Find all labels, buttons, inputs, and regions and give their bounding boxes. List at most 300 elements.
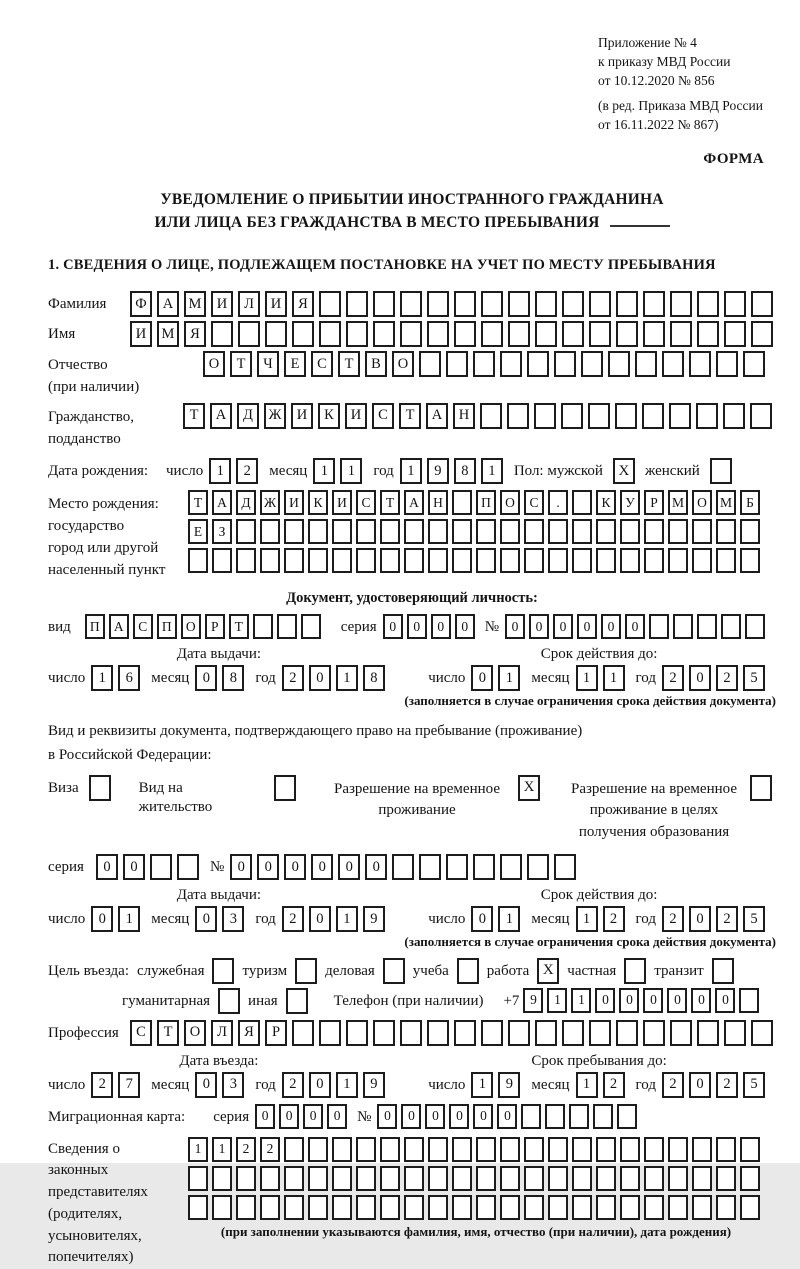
form-cell[interactable]: 2 (236, 1137, 256, 1162)
form-cell[interactable] (452, 490, 472, 515)
form-cell[interactable] (668, 519, 688, 544)
form-cell[interactable]: И (332, 490, 352, 515)
form-cell[interactable] (524, 1166, 544, 1191)
form-cell[interactable] (615, 403, 637, 429)
form-cell[interactable] (596, 1137, 616, 1162)
form-cell[interactable]: 2 (716, 1072, 738, 1098)
form-cell[interactable]: О (184, 1020, 206, 1046)
form-cell[interactable]: 0 (407, 614, 427, 639)
form-cell[interactable] (332, 548, 352, 573)
form-cell[interactable]: С (372, 403, 394, 429)
form-cell[interactable]: 0 (309, 665, 331, 691)
form-cell[interactable] (643, 291, 665, 317)
form-cell[interactable] (562, 1020, 584, 1046)
form-cell[interactable]: 3 (222, 1072, 244, 1098)
form-cell[interactable]: 1 (340, 458, 362, 484)
form-cell[interactable] (507, 403, 529, 429)
form-cell[interactable]: 9 (363, 1072, 385, 1098)
form-cell[interactable] (373, 1020, 395, 1046)
form-cell[interactable] (452, 1137, 472, 1162)
form-cell[interactable]: 0 (230, 854, 252, 880)
form-cell[interactable]: 0 (401, 1104, 421, 1129)
form-cell[interactable] (356, 1195, 376, 1220)
form-cell[interactable]: М (157, 321, 179, 347)
form-cell[interactable] (308, 1166, 328, 1191)
form-cell[interactable] (535, 291, 557, 317)
form-cell[interactable] (750, 403, 772, 429)
form-cell[interactable]: Е (188, 519, 208, 544)
purpose-humanitarian-checkbox[interactable] (218, 988, 240, 1014)
form-cell[interactable]: 0 (505, 614, 525, 639)
form-cell[interactable] (635, 351, 657, 377)
form-cell[interactable] (308, 1137, 328, 1162)
form-cell[interactable] (308, 548, 328, 573)
sex-female-checkbox[interactable] (710, 458, 732, 484)
form-cell[interactable] (649, 614, 669, 639)
form-cell[interactable] (284, 519, 304, 544)
form-cell[interactable] (740, 519, 760, 544)
form-cell[interactable] (476, 519, 496, 544)
form-cell[interactable]: 9 (363, 906, 385, 932)
form-cell[interactable]: 9 (427, 458, 449, 484)
form-cell[interactable]: 1 (336, 665, 358, 691)
form-cell[interactable] (616, 1020, 638, 1046)
form-cell[interactable]: 0 (691, 988, 711, 1013)
form-cell[interactable]: Т (230, 351, 252, 377)
form-cell[interactable]: 0 (309, 906, 331, 932)
form-cell[interactable] (400, 291, 422, 317)
form-cell[interactable] (380, 1166, 400, 1191)
form-cell[interactable] (620, 1166, 640, 1191)
form-cell[interactable]: 8 (222, 665, 244, 691)
purpose-tourism-checkbox[interactable] (295, 958, 317, 984)
form-cell[interactable] (521, 1104, 541, 1129)
form-cell[interactable]: П (157, 614, 177, 639)
form-cell[interactable] (236, 548, 256, 573)
form-cell[interactable]: 0 (91, 906, 113, 932)
form-cell[interactable] (404, 548, 424, 573)
form-cell[interactable]: 1 (576, 906, 598, 932)
form-cell[interactable] (723, 403, 745, 429)
form-cell[interactable] (724, 1020, 746, 1046)
form-cell[interactable] (428, 1166, 448, 1191)
form-cell[interactable] (692, 548, 712, 573)
form-cell[interactable]: 1 (576, 665, 598, 691)
form-cell[interactable] (716, 1195, 736, 1220)
form-cell[interactable] (177, 854, 199, 880)
form-cell[interactable]: 5 (743, 665, 765, 691)
form-cell[interactable] (284, 548, 304, 573)
form-cell[interactable] (572, 1195, 592, 1220)
form-cell[interactable] (716, 548, 736, 573)
form-cell[interactable]: 0 (497, 1104, 517, 1129)
form-cell[interactable]: 8 (454, 458, 476, 484)
form-cell[interactable] (427, 1020, 449, 1046)
form-cell[interactable]: Р (644, 490, 664, 515)
form-cell[interactable] (473, 351, 495, 377)
form-cell[interactable]: 1 (209, 458, 231, 484)
form-cell[interactable] (740, 548, 760, 573)
form-cell[interactable]: М (716, 490, 736, 515)
form-cell[interactable] (643, 1020, 665, 1046)
form-cell[interactable]: Т (229, 614, 249, 639)
form-cell[interactable]: Т (188, 490, 208, 515)
form-cell[interactable] (745, 614, 765, 639)
purpose-other-checkbox[interactable] (286, 988, 308, 1014)
form-cell[interactable] (473, 854, 495, 880)
form-cell[interactable] (476, 1137, 496, 1162)
form-cell[interactable] (692, 1166, 712, 1191)
form-cell[interactable]: . (548, 490, 568, 515)
form-cell[interactable]: 2 (282, 1072, 304, 1098)
form-cell[interactable] (668, 1137, 688, 1162)
form-cell[interactable] (446, 854, 468, 880)
form-cell[interactable]: С (130, 1020, 152, 1046)
form-cell[interactable]: 0 (529, 614, 549, 639)
form-cell[interactable]: 1 (547, 988, 567, 1013)
form-cell[interactable] (500, 519, 520, 544)
form-cell[interactable]: 0 (338, 854, 360, 880)
form-cell[interactable] (569, 1104, 589, 1129)
form-cell[interactable]: С (356, 490, 376, 515)
form-cell[interactable] (527, 854, 549, 880)
form-cell[interactable] (356, 519, 376, 544)
form-cell[interactable] (572, 1137, 592, 1162)
form-cell[interactable]: 0 (601, 614, 621, 639)
form-cell[interactable] (428, 548, 448, 573)
form-cell[interactable]: И (211, 291, 233, 317)
form-cell[interactable] (572, 490, 592, 515)
form-cell[interactable]: О (500, 490, 520, 515)
form-cell[interactable]: 1 (336, 1072, 358, 1098)
form-cell[interactable] (669, 403, 691, 429)
form-cell[interactable]: Я (292, 291, 314, 317)
form-cell[interactable]: 0 (377, 1104, 397, 1129)
form-cell[interactable] (356, 1137, 376, 1162)
form-cell[interactable]: Н (453, 403, 475, 429)
form-cell[interactable] (668, 548, 688, 573)
form-cell[interactable] (188, 1166, 208, 1191)
form-cell[interactable]: Т (380, 490, 400, 515)
form-cell[interactable] (535, 321, 557, 347)
form-cell[interactable] (452, 548, 472, 573)
form-cell[interactable]: 0 (195, 665, 217, 691)
form-cell[interactable]: 0 (279, 1104, 299, 1129)
form-cell[interactable] (740, 1137, 760, 1162)
form-cell[interactable] (670, 1020, 692, 1046)
form-cell[interactable]: Ж (260, 490, 280, 515)
form-cell[interactable] (373, 321, 395, 347)
form-cell[interactable]: 9 (523, 988, 543, 1013)
form-cell[interactable]: 1 (471, 1072, 493, 1098)
form-cell[interactable] (740, 1166, 760, 1191)
form-cell[interactable] (548, 1195, 568, 1220)
form-cell[interactable] (548, 1166, 568, 1191)
form-cell[interactable] (692, 1137, 712, 1162)
form-cell[interactable] (404, 1195, 424, 1220)
form-cell[interactable]: А (210, 403, 232, 429)
form-cell[interactable]: 2 (236, 458, 258, 484)
form-cell[interactable] (500, 1166, 520, 1191)
form-cell[interactable]: А (212, 490, 232, 515)
form-cell[interactable]: 0 (595, 988, 615, 1013)
form-cell[interactable]: 0 (473, 1104, 493, 1129)
form-cell[interactable] (452, 1195, 472, 1220)
form-cell[interactable] (554, 854, 576, 880)
form-cell[interactable]: 0 (689, 665, 711, 691)
form-cell[interactable]: К (596, 490, 616, 515)
form-cell[interactable] (260, 1195, 280, 1220)
sex-male-checkbox[interactable]: X (613, 458, 635, 484)
form-cell[interactable]: Т (157, 1020, 179, 1046)
form-cell[interactable] (404, 1166, 424, 1191)
form-cell[interactable] (692, 519, 712, 544)
form-cell[interactable] (211, 321, 233, 347)
form-cell[interactable] (620, 1195, 640, 1220)
form-cell[interactable] (527, 351, 549, 377)
form-cell[interactable]: 0 (471, 906, 493, 932)
form-cell[interactable]: А (404, 490, 424, 515)
form-cell[interactable] (373, 291, 395, 317)
form-cell[interactable]: С (524, 490, 544, 515)
form-cell[interactable] (589, 321, 611, 347)
form-cell[interactable] (500, 854, 522, 880)
form-cell[interactable] (332, 1166, 352, 1191)
form-cell[interactable] (319, 291, 341, 317)
form-cell[interactable]: 5 (743, 906, 765, 932)
form-cell[interactable]: 0 (431, 614, 451, 639)
form-cell[interactable]: Н (428, 490, 448, 515)
form-cell[interactable]: 0 (195, 1072, 217, 1098)
form-cell[interactable]: М (668, 490, 688, 515)
form-cell[interactable] (716, 519, 736, 544)
form-cell[interactable]: 2 (282, 906, 304, 932)
form-cell[interactable]: Р (265, 1020, 287, 1046)
form-cell[interactable] (392, 854, 414, 880)
form-cell[interactable]: 2 (282, 665, 304, 691)
form-cell[interactable]: Ж (264, 403, 286, 429)
form-cell[interactable] (332, 519, 352, 544)
form-cell[interactable] (697, 291, 719, 317)
form-cell[interactable] (150, 854, 172, 880)
form-cell[interactable] (500, 1195, 520, 1220)
form-cell[interactable] (670, 321, 692, 347)
form-cell[interactable] (596, 1195, 616, 1220)
form-cell[interactable] (404, 1137, 424, 1162)
form-cell[interactable] (697, 321, 719, 347)
form-cell[interactable]: 1 (498, 665, 520, 691)
form-cell[interactable] (596, 519, 616, 544)
form-cell[interactable]: 0 (303, 1104, 323, 1129)
form-cell[interactable] (346, 321, 368, 347)
form-cell[interactable]: Л (211, 1020, 233, 1046)
form-cell[interactable]: 0 (667, 988, 687, 1013)
form-cell[interactable] (427, 291, 449, 317)
form-cell[interactable] (260, 548, 280, 573)
form-cell[interactable] (500, 548, 520, 573)
purpose-official-checkbox[interactable] (212, 958, 234, 984)
purpose-study-checkbox[interactable] (457, 958, 479, 984)
form-cell[interactable] (608, 351, 630, 377)
form-cell[interactable]: 1 (400, 458, 422, 484)
form-cell[interactable] (454, 291, 476, 317)
form-cell[interactable]: 0 (689, 1072, 711, 1098)
form-cell[interactable] (689, 351, 711, 377)
form-cell[interactable] (644, 1166, 664, 1191)
form-cell[interactable]: З (212, 519, 232, 544)
form-cell[interactable] (743, 351, 765, 377)
form-cell[interactable] (644, 548, 664, 573)
form-cell[interactable]: Ч (257, 351, 279, 377)
form-cell[interactable]: 7 (118, 1072, 140, 1098)
form-cell[interactable] (452, 519, 472, 544)
form-cell[interactable] (572, 548, 592, 573)
form-cell[interactable] (380, 1195, 400, 1220)
form-cell[interactable]: И (265, 291, 287, 317)
form-cell[interactable] (716, 1166, 736, 1191)
form-cell[interactable] (534, 403, 556, 429)
form-cell[interactable] (277, 614, 297, 639)
form-cell[interactable]: 0 (255, 1104, 275, 1129)
form-cell[interactable] (740, 1195, 760, 1220)
form-cell[interactable] (332, 1195, 352, 1220)
purpose-private-checkbox[interactable] (624, 958, 646, 984)
form-cell[interactable] (301, 614, 321, 639)
form-cell[interactable] (617, 1104, 637, 1129)
form-cell[interactable] (292, 1020, 314, 1046)
form-cell[interactable]: О (181, 614, 201, 639)
form-cell[interactable] (716, 351, 738, 377)
form-cell[interactable]: 2 (603, 1072, 625, 1098)
form-cell[interactable]: 1 (118, 906, 140, 932)
form-cell[interactable]: 0 (625, 614, 645, 639)
form-cell[interactable]: 0 (365, 854, 387, 880)
form-cell[interactable] (572, 519, 592, 544)
form-cell[interactable] (721, 614, 741, 639)
form-cell[interactable] (481, 1020, 503, 1046)
form-cell[interactable] (419, 854, 441, 880)
form-cell[interactable]: 0 (327, 1104, 347, 1129)
form-cell[interactable]: 0 (577, 614, 597, 639)
form-cell[interactable] (692, 1195, 712, 1220)
form-cell[interactable]: 0 (284, 854, 306, 880)
form-cell[interactable]: И (284, 490, 304, 515)
form-cell[interactable] (308, 519, 328, 544)
form-cell[interactable] (508, 321, 530, 347)
form-cell[interactable] (596, 1166, 616, 1191)
form-cell[interactable] (188, 548, 208, 573)
form-cell[interactable] (452, 1166, 472, 1191)
form-cell[interactable]: 9 (498, 1072, 520, 1098)
option-residence-permit-checkbox[interactable] (274, 775, 296, 801)
form-cell[interactable]: 0 (123, 854, 145, 880)
form-cell[interactable] (380, 519, 400, 544)
form-cell[interactable] (535, 1020, 557, 1046)
form-cell[interactable] (589, 1020, 611, 1046)
form-cell[interactable] (588, 403, 610, 429)
form-cell[interactable]: 1 (188, 1137, 208, 1162)
form-cell[interactable] (616, 321, 638, 347)
form-cell[interactable] (696, 403, 718, 429)
form-cell[interactable] (644, 519, 664, 544)
form-cell[interactable] (346, 1020, 368, 1046)
form-cell[interactable] (356, 1166, 376, 1191)
form-cell[interactable] (668, 1166, 688, 1191)
form-cell[interactable]: 0 (643, 988, 663, 1013)
form-cell[interactable]: 0 (455, 614, 475, 639)
form-cell[interactable] (739, 988, 759, 1013)
form-cell[interactable] (400, 1020, 422, 1046)
form-cell[interactable] (346, 291, 368, 317)
form-cell[interactable] (380, 548, 400, 573)
form-cell[interactable]: 0 (689, 906, 711, 932)
form-cell[interactable]: 0 (553, 614, 573, 639)
form-cell[interactable] (620, 548, 640, 573)
form-cell[interactable] (572, 1166, 592, 1191)
form-cell[interactable]: У (620, 490, 640, 515)
form-cell[interactable]: 0 (425, 1104, 445, 1129)
form-cell[interactable] (284, 1137, 304, 1162)
form-cell[interactable]: Р (205, 614, 225, 639)
form-cell[interactable]: И (130, 321, 152, 347)
form-cell[interactable] (319, 1020, 341, 1046)
form-cell[interactable] (260, 1166, 280, 1191)
form-cell[interactable] (716, 1137, 736, 1162)
form-cell[interactable] (644, 1137, 664, 1162)
form-cell[interactable]: Д (236, 490, 256, 515)
form-cell[interactable] (265, 321, 287, 347)
form-cell[interactable] (292, 321, 314, 347)
form-cell[interactable] (212, 1195, 232, 1220)
form-cell[interactable]: 1 (571, 988, 591, 1013)
form-cell[interactable] (562, 291, 584, 317)
form-cell[interactable]: И (345, 403, 367, 429)
form-cell[interactable]: 1 (498, 906, 520, 932)
form-cell[interactable] (524, 519, 544, 544)
form-cell[interactable] (400, 321, 422, 347)
form-cell[interactable]: 1 (91, 665, 113, 691)
form-cell[interactable] (428, 1137, 448, 1162)
form-cell[interactable] (593, 1104, 613, 1129)
form-cell[interactable]: 2 (662, 1072, 684, 1098)
form-cell[interactable]: 2 (260, 1137, 280, 1162)
form-cell[interactable]: К (308, 490, 328, 515)
form-cell[interactable] (236, 1166, 256, 1191)
form-cell[interactable]: Ф (130, 291, 152, 317)
form-cell[interactable] (188, 1195, 208, 1220)
form-cell[interactable] (662, 351, 684, 377)
form-cell[interactable]: О (203, 351, 225, 377)
option-temp-residence-checkbox[interactable]: X (518, 775, 540, 801)
form-cell[interactable] (308, 1195, 328, 1220)
form-cell[interactable]: 0 (257, 854, 279, 880)
form-cell[interactable] (356, 548, 376, 573)
form-cell[interactable] (500, 351, 522, 377)
form-cell[interactable]: А (109, 614, 129, 639)
form-cell[interactable] (643, 321, 665, 347)
form-cell[interactable]: И (291, 403, 313, 429)
form-cell[interactable] (454, 1020, 476, 1046)
form-cell[interactable]: Т (399, 403, 421, 429)
form-cell[interactable] (620, 519, 640, 544)
form-cell[interactable] (508, 291, 530, 317)
form-cell[interactable] (724, 291, 746, 317)
form-cell[interactable] (545, 1104, 565, 1129)
form-cell[interactable]: 0 (471, 665, 493, 691)
form-cell[interactable] (751, 291, 773, 317)
form-cell[interactable] (562, 321, 584, 347)
form-cell[interactable] (427, 321, 449, 347)
